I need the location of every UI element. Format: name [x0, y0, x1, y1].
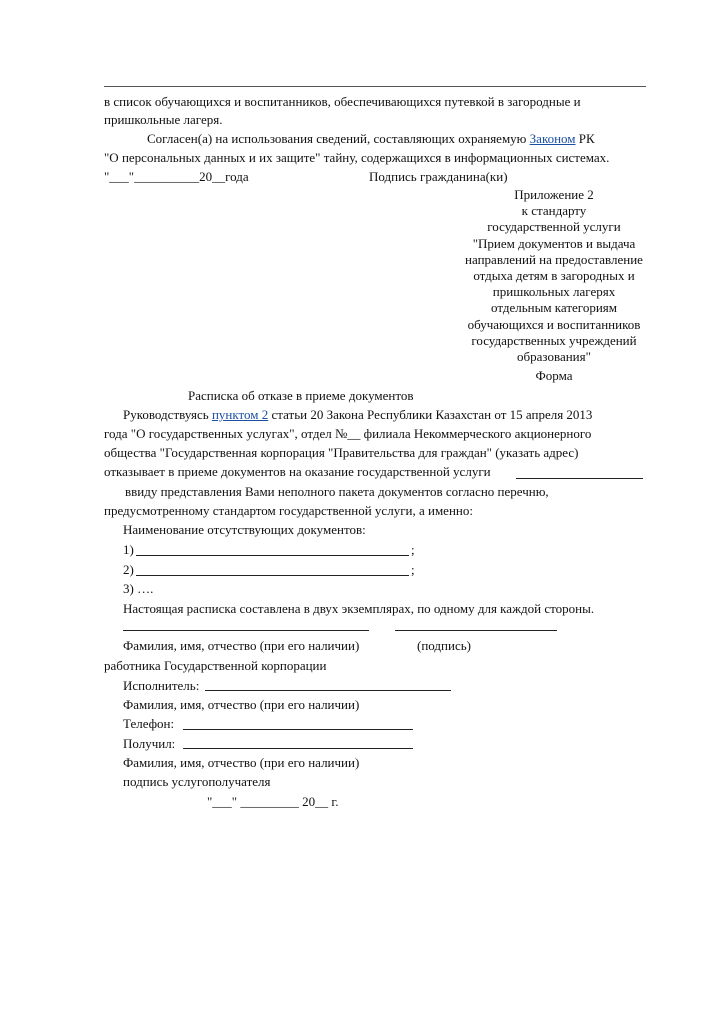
- copies-note: Настоящая расписка составлена в двух экземплярах, по одному для каждой стороны.: [123, 601, 595, 616]
- phone-line: [183, 729, 413, 730]
- consent-text: Согласен(а) на использования сведений, составляющих охраняемую: [147, 131, 530, 146]
- item-2-number: 2): [123, 562, 134, 577]
- executor-fio-label: Фамилия, имя, отчество (при его наличии): [123, 697, 360, 712]
- date-line: "___"__________20__года: [104, 169, 249, 184]
- item-1-semicolon: ;: [411, 542, 415, 557]
- paragraph-1-line-3: общества "Государственная корпорация "Правительства для граждан" (указать адрес): [104, 445, 579, 460]
- consent-line-2: "О персональных данных и их защите" тайну, содержащихся в информационных системах.: [104, 150, 610, 165]
- recipient-fio-label: Фамилия, имя, отчество (при его наличии): [123, 755, 360, 770]
- top-rule: [104, 86, 646, 87]
- recipient-signature-label: подпись услугополучателя: [123, 774, 271, 789]
- missing-docs-label: Наименование отсутствующих документов:: [123, 522, 366, 537]
- p1-text-end: статьи 20 Закона Республики Казахстан от 15 апреля 2013: [268, 407, 593, 422]
- p1-text: Руководствуясь: [123, 407, 212, 422]
- intro-line-1: в список обучающихся и воспитанников, обеспечивающихся путевкой в загородные и: [104, 94, 581, 109]
- worker-org-label: работника Государственной корпорации: [104, 658, 327, 673]
- receipt-title: Расписка об отказе в приеме документов: [188, 388, 414, 403]
- appendix-line: к стандарту: [521, 203, 587, 219]
- clause-link[interactable]: пунктом 2: [211, 407, 269, 422]
- appendix-line: направлений на предоставление: [465, 251, 643, 267]
- appendix-line: образования": [517, 349, 591, 364]
- paragraph-2-line-1: ввиду представления Вами неполного пакета документов согласно перечню,: [125, 484, 549, 499]
- citizen-signature: Подпись гражданина(ки): [369, 169, 508, 184]
- item-2-line: [136, 575, 409, 576]
- paragraph-2-line-2: предусмотренному стандартом государственной услуги, а именно:: [104, 503, 473, 518]
- service-name-line: [516, 478, 643, 479]
- appendix-line: "Прием документов и выдача: [472, 235, 636, 251]
- appendix-line: Приложение 2: [514, 187, 594, 202]
- worker-fio-label: Фамилия, имя, отчество (при его наличии): [123, 638, 360, 653]
- paragraph-1-line-1: [123, 407, 592, 423]
- worker-name-line: [123, 630, 369, 631]
- appendix-line: обучающихся и воспитанников: [467, 316, 641, 332]
- executor-label: Исполнитель:: [123, 678, 200, 693]
- received-line: [183, 748, 413, 749]
- appendix-line: пришкольных лагерях: [492, 284, 616, 300]
- item-2-semicolon: ;: [411, 562, 415, 577]
- appendix-line: государственной услуги: [487, 219, 621, 235]
- appendix-line: государственных учреждений: [471, 332, 637, 348]
- paragraph-1-line-2: года "О государственных услугах", отдел №__ филиала Некоммерческого акционерного: [104, 426, 592, 441]
- consent-line: [147, 131, 595, 147]
- signature-label: (подпись): [417, 638, 471, 653]
- appendix-line: отдельным категориям: [491, 300, 617, 316]
- law-link[interactable]: Законом: [529, 131, 576, 146]
- form-label: Форма: [535, 368, 573, 383]
- item-1-number: 1): [123, 542, 134, 557]
- item-1-line: [136, 555, 409, 556]
- executor-line: [205, 690, 451, 691]
- final-date-line: "___" _________ 20__ г.: [207, 794, 339, 809]
- appendix-line: отдыха детям в загородных и: [473, 268, 635, 283]
- received-label: Получил:: [123, 736, 176, 751]
- phone-label: Телефон:: [123, 716, 175, 731]
- item-3: 3) ….: [123, 581, 154, 596]
- paragraph-1-line-4: отказывает в приеме документов на оказание государственной услуги: [104, 464, 491, 479]
- intro-line-2: пришкольные лагеря.: [104, 112, 223, 127]
- consent-text-end: РК: [575, 131, 595, 146]
- worker-signature-line: [395, 630, 557, 631]
